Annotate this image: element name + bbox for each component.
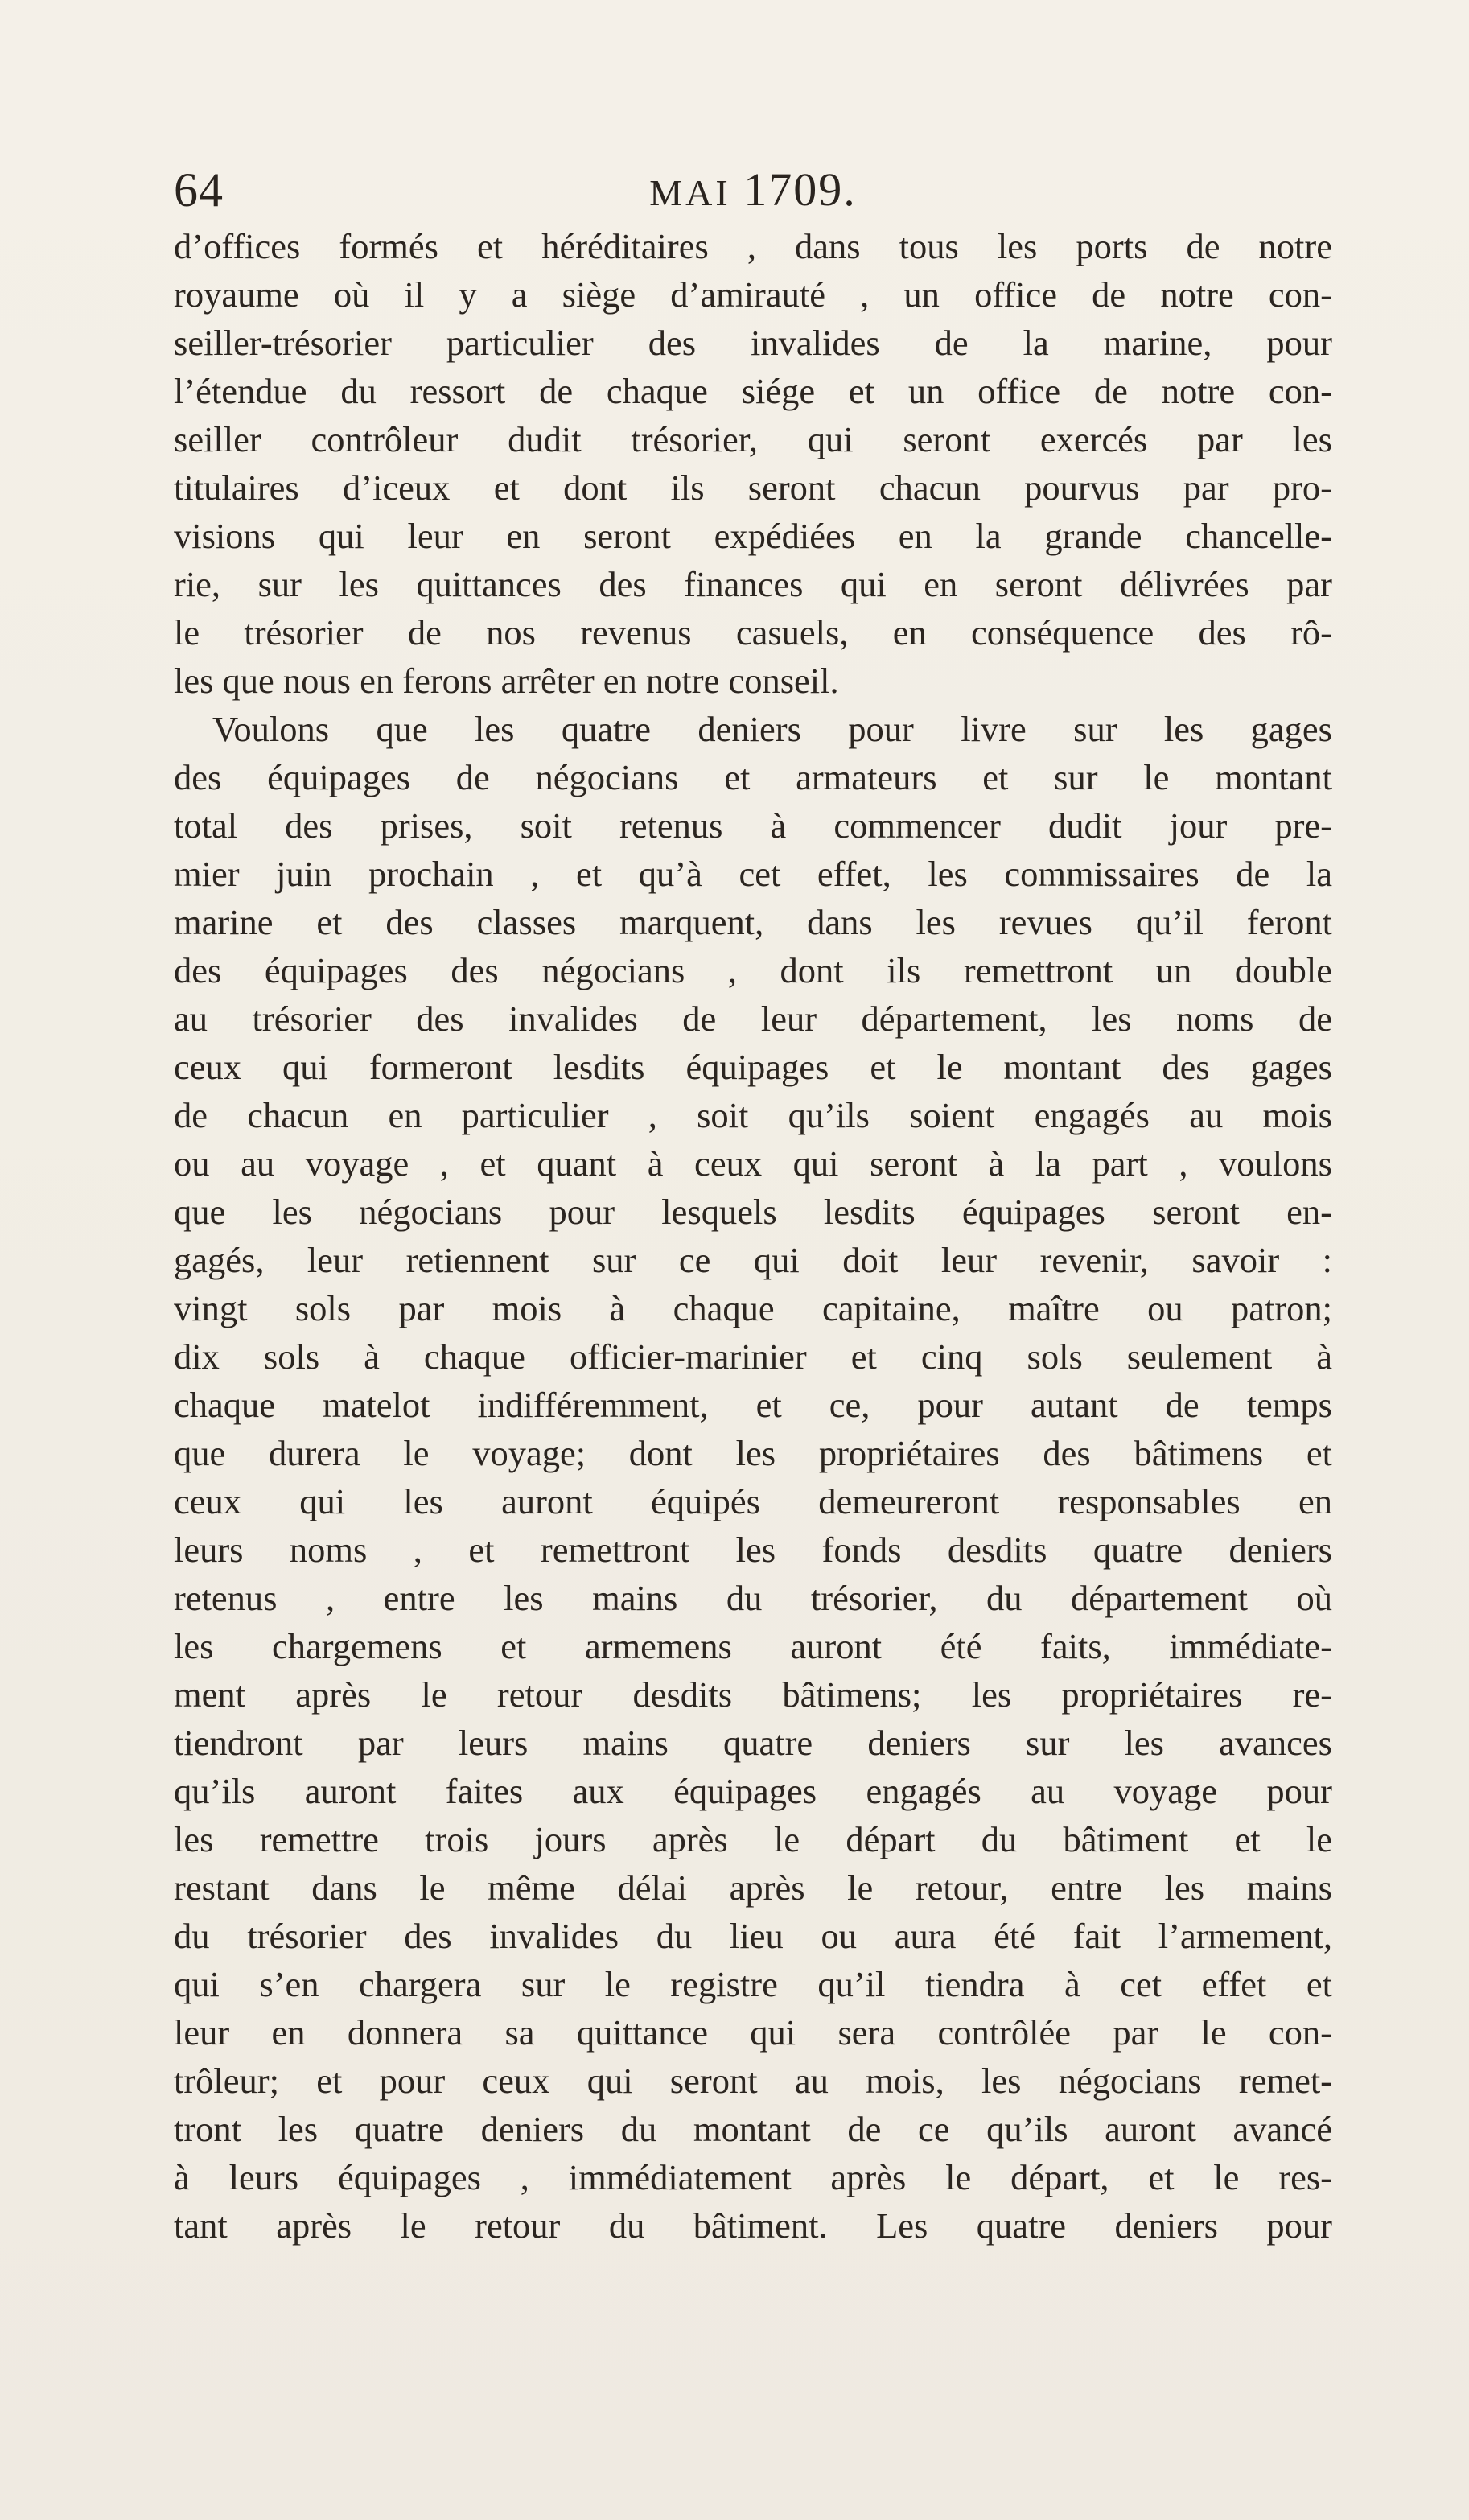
text-line: mier juin prochain , et qu’à cet effet, les commissaires de la bbox=[174, 854, 1332, 894]
paragraph-continuation bbox=[174, 222, 1332, 705]
text-line: titulaires d’iceux et dont ils seront chacun pourvus par pro- bbox=[174, 467, 1332, 508]
text-line: les chargemens et armemens auront été faits, immédiate- bbox=[174, 1626, 1332, 1666]
text-line: que les négocians pour lesquels lesdits équipages seront en- bbox=[174, 1192, 1332, 1232]
text-line: des équipages des négocians , dont ils remettront un double bbox=[174, 950, 1332, 990]
text-line: vingt sols par mois à chaque capitaine, maître ou patron; bbox=[174, 1288, 1332, 1328]
text-line: que durera le voyage; dont les propriétaires des bâtimens et bbox=[174, 1433, 1332, 1473]
text-line: gagés, leur retiennent sur ce qui doit leur revenir, savoir : bbox=[174, 1240, 1332, 1280]
text-line: trôleur; et pour ceux qui seront au mois, les négocians remet- bbox=[174, 2061, 1332, 2101]
text-line: l’étendue du ressort de chaque siége et un office de notre con- bbox=[174, 371, 1332, 411]
text-line: des équipages de négocians et armateurs et sur le montant bbox=[174, 757, 1332, 797]
text-line: tront les quatre deniers du montant de ce qu’ils auront avancé bbox=[174, 2109, 1332, 2149]
text-line: rie, sur les quittances des finances qui en seront délivrées par bbox=[174, 564, 1332, 604]
page-header bbox=[174, 158, 1332, 222]
text-line: ceux qui formeront lesdits équipages et le montant des gages bbox=[174, 1047, 1332, 1087]
text-line: le trésorier de nos revenus casuels, en conséquence des rô- bbox=[174, 612, 1332, 653]
running-head-year: 1709. bbox=[743, 163, 857, 216]
text-line: au trésorier des invalides de leur département, les noms de bbox=[174, 999, 1332, 1039]
page-number: 64 bbox=[174, 163, 224, 216]
text-line: ou au voyage , et quant à ceux qui seront à la part , voulons bbox=[174, 1143, 1332, 1184]
text-line: ceux qui les auront équipés demeureront responsables en bbox=[174, 1481, 1332, 1521]
text-line: les remettre trois jours après le départ du bâtiment et le bbox=[174, 1819, 1332, 1859]
text-line: total des prises, soit retenus à commencer dudit jour pre- bbox=[174, 805, 1332, 846]
text-line: restant dans le même délai après le retour, entre les mains bbox=[174, 1867, 1332, 1908]
text-line: d’offices formés et héréditaires , dans tous les ports de notre bbox=[174, 226, 1332, 266]
text-line: tant après le retour du bâtiment. Les quatre deniers pour bbox=[174, 2205, 1332, 2246]
text-line: qui s’en chargera sur le registre qu’il tiendra à cet effet et bbox=[174, 1964, 1332, 2004]
running-head-month: MAI bbox=[649, 172, 731, 213]
text-line: de chacun en particulier , soit qu’ils soient engagés au mois bbox=[174, 1095, 1332, 1135]
text-line: chaque matelot indifféremment, et ce, pour autant de temps bbox=[174, 1385, 1332, 1425]
text-line: seiller-trésorier particulier des invalides de la marine, pour bbox=[174, 323, 1332, 363]
text-line: royaume où il y a siège d’amirauté , un office de notre con- bbox=[174, 274, 1332, 315]
text-line: les que nous en ferons arrêter en notre conseil. bbox=[174, 661, 839, 701]
text-line: Voulons que les quatre deniers pour livre sur les gages bbox=[212, 709, 1332, 749]
text-line: retenus , entre les mains du trésorier, du département où bbox=[174, 1578, 1332, 1618]
text-line: leur en donnera sa quittance qui sera contrôlée par le con- bbox=[174, 2012, 1332, 2053]
text-line: leurs noms , et remettront les fonds desdits quatre deniers bbox=[174, 1530, 1332, 1570]
text-line: visions qui leur en seront expédiées en la grande chancelle- bbox=[174, 516, 1332, 556]
text-line: tiendront par leurs mains quatre deniers sur les avances bbox=[174, 1723, 1332, 1763]
body-text bbox=[174, 222, 1332, 2250]
text-line: du trésorier des invalides du lieu ou aura été fait l’armement, bbox=[174, 1916, 1332, 1956]
text-line: marine et des classes marquent, dans les revues qu’il feront bbox=[174, 902, 1332, 942]
text-line: qu’ils auront faites aux équipages engagés au voyage pour bbox=[174, 1771, 1332, 1811]
text-line: dix sols à chaque officier-marinier et cinq sols seulement à bbox=[174, 1336, 1332, 1377]
text-line: ment après le retour desdits bâtimens; les propriétaires re- bbox=[174, 1674, 1332, 1715]
text-line: seiller contrôleur dudit trésorier, qui seront exercés par les bbox=[174, 419, 1332, 459]
paragraph-voulons bbox=[174, 705, 1332, 2250]
text-line: à leurs équipages , immédiatement après le départ, et le res- bbox=[174, 2157, 1332, 2197]
running-head bbox=[174, 158, 1332, 225]
